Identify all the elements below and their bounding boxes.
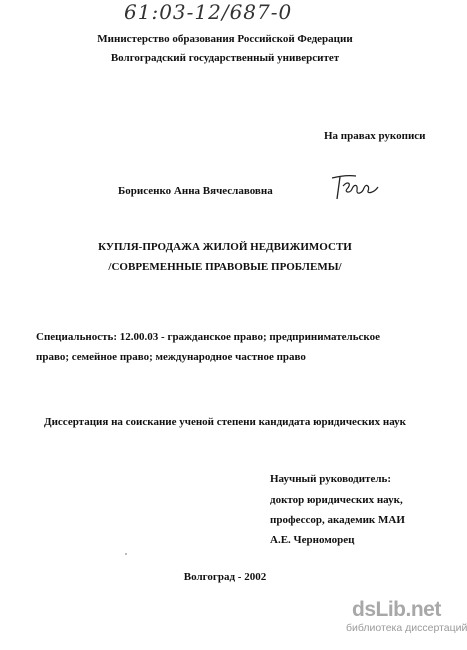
specialty-line-1 — [36, 329, 380, 345]
dslib-watermark — [346, 598, 467, 650]
supervisor-degree: доктор юридических наук, — [270, 494, 403, 506]
ministry-heading: Министерство образования Российской Федерации — [97, 33, 353, 45]
handwritten-code: 61:03-12/687-0 — [124, 0, 293, 24]
supervisor-label: Научный руководитель: — [270, 473, 391, 485]
specialty-label: Специальность: — [36, 331, 118, 343]
watermark-site: dsLib.net — [352, 598, 441, 621]
author-signature — [330, 172, 380, 202]
university-heading: Волгоградский государственный университет — [110, 52, 340, 64]
watermark-tagline: библиотека диссертаций — [346, 622, 467, 634]
rights-note: На правах рукописи — [324, 130, 426, 142]
scan-speck — [125, 553, 127, 555]
author-name: Борисенко Анна Вячеславовна — [118, 185, 273, 197]
dissertation-title-line-2: /СОВРЕМЕННЫЕ ПРАВОВЫЕ ПРОБЛЕМЫ/ — [108, 261, 342, 273]
supervisor-name: А.Е. Черноморец — [270, 534, 355, 546]
dissertation-title-line-1: КУПЛЯ-ПРОДАЖА ЖИЛОЙ НЕДВИЖИМОСТИ — [98, 241, 352, 253]
supervisor-title: профессор, академик МАИ — [270, 514, 405, 526]
specialty-line-2: право; семейное право; международное частное право — [36, 351, 306, 363]
degree-statement: Диссертация на соискание ученой степени кандидата юридических наук — [44, 416, 406, 428]
city-year: Волгоград - 2002 — [183, 571, 267, 583]
specialty-code: 12.00.03 - гражданское право; предпринимательское — [119, 331, 380, 343]
